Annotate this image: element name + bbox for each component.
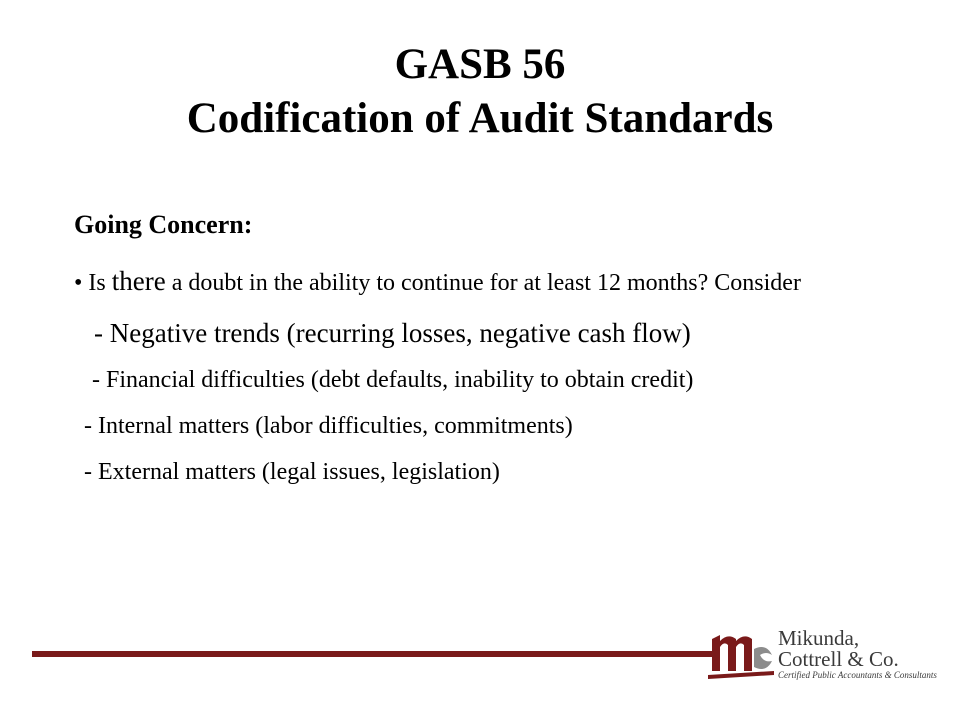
bullet-text-b: there — [111, 266, 166, 296]
slide-body — [74, 205, 894, 500]
company-logo — [706, 625, 946, 685]
logo-name-line-1: Mikunda, — [778, 626, 860, 650]
footer-divider — [32, 651, 720, 657]
bullet-text-a: Is — [88, 270, 112, 296]
item-financial-difficulties: - Financial difficulties (debt defaults, inability to obtain credit) — [92, 367, 694, 393]
bullet-text-c: a doubt in the ability to continue for at least 12 months? Consider — [165, 270, 801, 296]
title-line-2: Codification of Audit Standards — [186, 95, 774, 142]
item-internal-matters: - Internal matters (labor difficulties, commitments) — [84, 413, 573, 439]
logo-company-name — [778, 628, 899, 670]
logo-mark-icon — [706, 625, 778, 685]
item-negative-trends: - Negative trends (recurring losses, negative cash flow) — [94, 318, 691, 348]
logo-tagline: Certified Public Accountants & Consultants — [778, 670, 937, 680]
logo-name-line-2: Cottrell & Co. — [778, 647, 899, 671]
title-line-1: GASB 56 — [394, 41, 566, 88]
section-heading: Going Concern: — [74, 210, 253, 239]
item-external-matters: - External matters (legal issues, legislation) — [84, 459, 500, 485]
slide-title — [0, 38, 960, 146]
bullet-question — [74, 263, 894, 301]
bullet-marker: • — [74, 270, 89, 296]
